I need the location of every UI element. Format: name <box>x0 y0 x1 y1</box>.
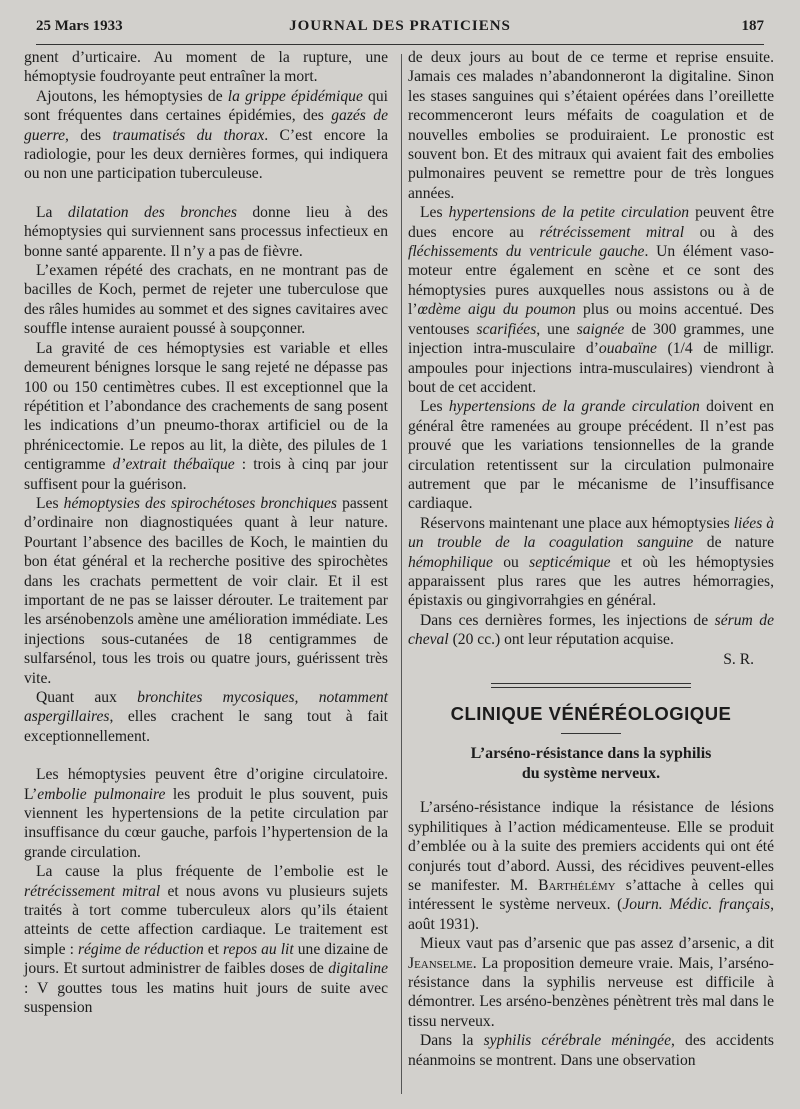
left-column <box>24 48 388 1018</box>
paragraph: Dans la syphilis cérébrale méningée, des accidents néanmoins se montrent. Dans une observation <box>408 1032 774 1069</box>
paragraph: La cause la plus fréquente de l’embolie est le rétrécissement mitral et nous avons vu plusieurs sujets traités à tort comme tuberculeux alors qu’ils étaient atteints de cette affection cardiaque. Le traitement est simple : régime de réduction et repos au lit une dizaine de jours. Et surtout administrer de faibles doses de digitaline : V gouttes tous les matins huit jours de suite avec suspension <box>24 863 388 1017</box>
paragraph: L’arséno-résistance indique la résistance de lésions syphilitiques à l’action médicamenteuse. Elle se produit d’emblée ou à la suite des premiers accidents qui ont été conjurés tout d’abord. Aussi, des récidives peuvent-elles se manifester. M. Barthélémy s’attache à celles qui intéressent le système nerveux. (Journ. Médic. français, août 1931). <box>408 799 774 933</box>
journal-title: JOURNAL DES PRATICIENS <box>289 18 511 34</box>
paragraph: de deux jours au bout de ce terme et reprise ensuite. Jamais ces malades n’abandonneront la digitaline. Sinon les stases sanguines qui s’étaient opérées dans l’oreillette recommenceront leurs méfaits de coagulation et de nouvelles embolies se produiraient. Le pronostic est souvent bon. Et des mitraux qui avaient fait des embolies pulmonaires peuvent se remettre pour de très longues années. <box>408 49 774 202</box>
paragraph: Les hémoptysies peuvent être d’origine circulatoire. L’embolie pulmonaire les produit le plus souvent, puis viennent les hypertensions de la petite circulation par insuffisance du cœur gauche, parfois l’hypertension de la grande circulation. <box>24 766 388 861</box>
column-divider <box>401 54 402 1094</box>
paragraph: Mieux vaut pas d’arsenic que pas assez d’arsenic, a dit Jeanselme. La proposition demeure vraie. Mais, l’arséno-résistance dans la syphilis nerveuse est difficile à démontrer. Les arséno-benzènes pénètrent très mal dans le tissu nerveux. <box>408 935 774 1030</box>
paragraph: Réservons maintenant une place aux hémoptysies liées à un trouble de la coagulation sanguine de nature hémophilique ou septicémique et où les hémoptysies apparaissent plus rares que les autres hémorragies, épistaxis ou gingivorrahgies en général. <box>408 514 775 610</box>
paragraph: Les hypertensions de la grande circulation doivent en général être ramenées au groupe précédent. Il n’est pas prouvé que les variations tensionnelles de la grande circulation retentissent sur la circulation pulmonaire autrement que par le mécanisme de l’insuffisance cardiaque. <box>408 398 774 513</box>
paragraph: gnent d’urticaire. Au moment de la rupture, une hémoptysie foudroyante peut entraîner la mort. <box>24 49 388 86</box>
paragraph: Les hémoptysies des spirochétoses bronchiques passent d’ordinaire non diagnostiquées quant à leur nature. Pourtant l’absence des bacilles de Koch, le maintien du bon état général et la recherche positive des spirochètes dans les crachats permettent de voir clair. Et il est important de ne pas se laisser dérouter. Le traitement par les arsénobenzols amène une amélioration immédiate. Les injections sous-cutanées de 18 centigrammes de sulfarsénol, tous les trois ou quatre jours, guérissent très vite. <box>24 494 388 687</box>
header-date: 25 Mars 1933 <box>36 18 123 34</box>
paragraph: Les hypertensions de la petite circulation peuvent être dues encore au rétrécissement mitral ou à des fléchissements du ventricule gauche. Un élément vaso-moteur entre également en scène et ce sont des hémoptysies pures auxquelles nous assistons ou à de l’œdème aigu du poumon plus ou moins accentué. Des ventouses scarifiées, une saignée de 300 grammes, une injection intra-musculaire d’ouabaïne (1/4 de milligr. ampoules pour injections intra-musculaires) viendront à bout de cet accident. <box>408 204 775 396</box>
page-header <box>36 14 764 45</box>
paragraph: L’examen répété des crachats, en ne montrant pas de bacilles de Koch, permet de rejeter une tuberculose que des râles humides au sommet et des signes cavitaires avec souffle intense auraient poussé à soupçonner. <box>24 262 388 338</box>
paragraph: Dans ces dernières formes, les injections de sérum de cheval (20 cc.) ont leur réputation acquise. <box>408 611 774 649</box>
paragraph: Quant aux bronchites mycosiques, notamment aspergillaires, elles crachent le sang tout à fait exceptionnellement. <box>24 689 388 745</box>
paragraph: Ajoutons, les hémoptysies de la grippe épidémique qui sont fréquentes dans certaines épidémies, des gazés de guerre, des traumatisés du thorax. C’est encore la radiologie, pour les deux dernières formes, qui indiquera ou non une participation tuberculeuse. <box>24 87 388 183</box>
title-underline <box>561 733 621 734</box>
right-column <box>408 48 774 1070</box>
author-signature: S. R. <box>723 650 754 668</box>
page-number: 187 <box>741 18 764 34</box>
paragraph: La gravité de ces hémoptysies est variable et elles demeurent bénignes lorsque le sang rejeté ne dépasse pas 100 ou 150 centimètres cubes. Il est exceptionnel que la répétition et l’abondance des crachements de sang posent les indications d’un pneumo-thorax artificiel ou de la phrénicectomie. Le repos au lit, la diète, des pilules de 1 centigramme d’extrait thébaïque : trois à cinq par jour suffisent pour la guérison. <box>24 339 388 493</box>
section-divider <box>491 683 691 688</box>
paragraph: La dilatation des bronches donne lieu à des hémoptysies qui surviennent sans processus infectieux en bonne santé apparente. Il n’y a pas de fièvre. <box>24 203 388 260</box>
article-title: L’arséno-résistance dans la syphilis du système nerveux. <box>470 745 712 783</box>
section-title: CLINIQUE VÉNÉRÉOLOGIQUE <box>450 703 732 724</box>
